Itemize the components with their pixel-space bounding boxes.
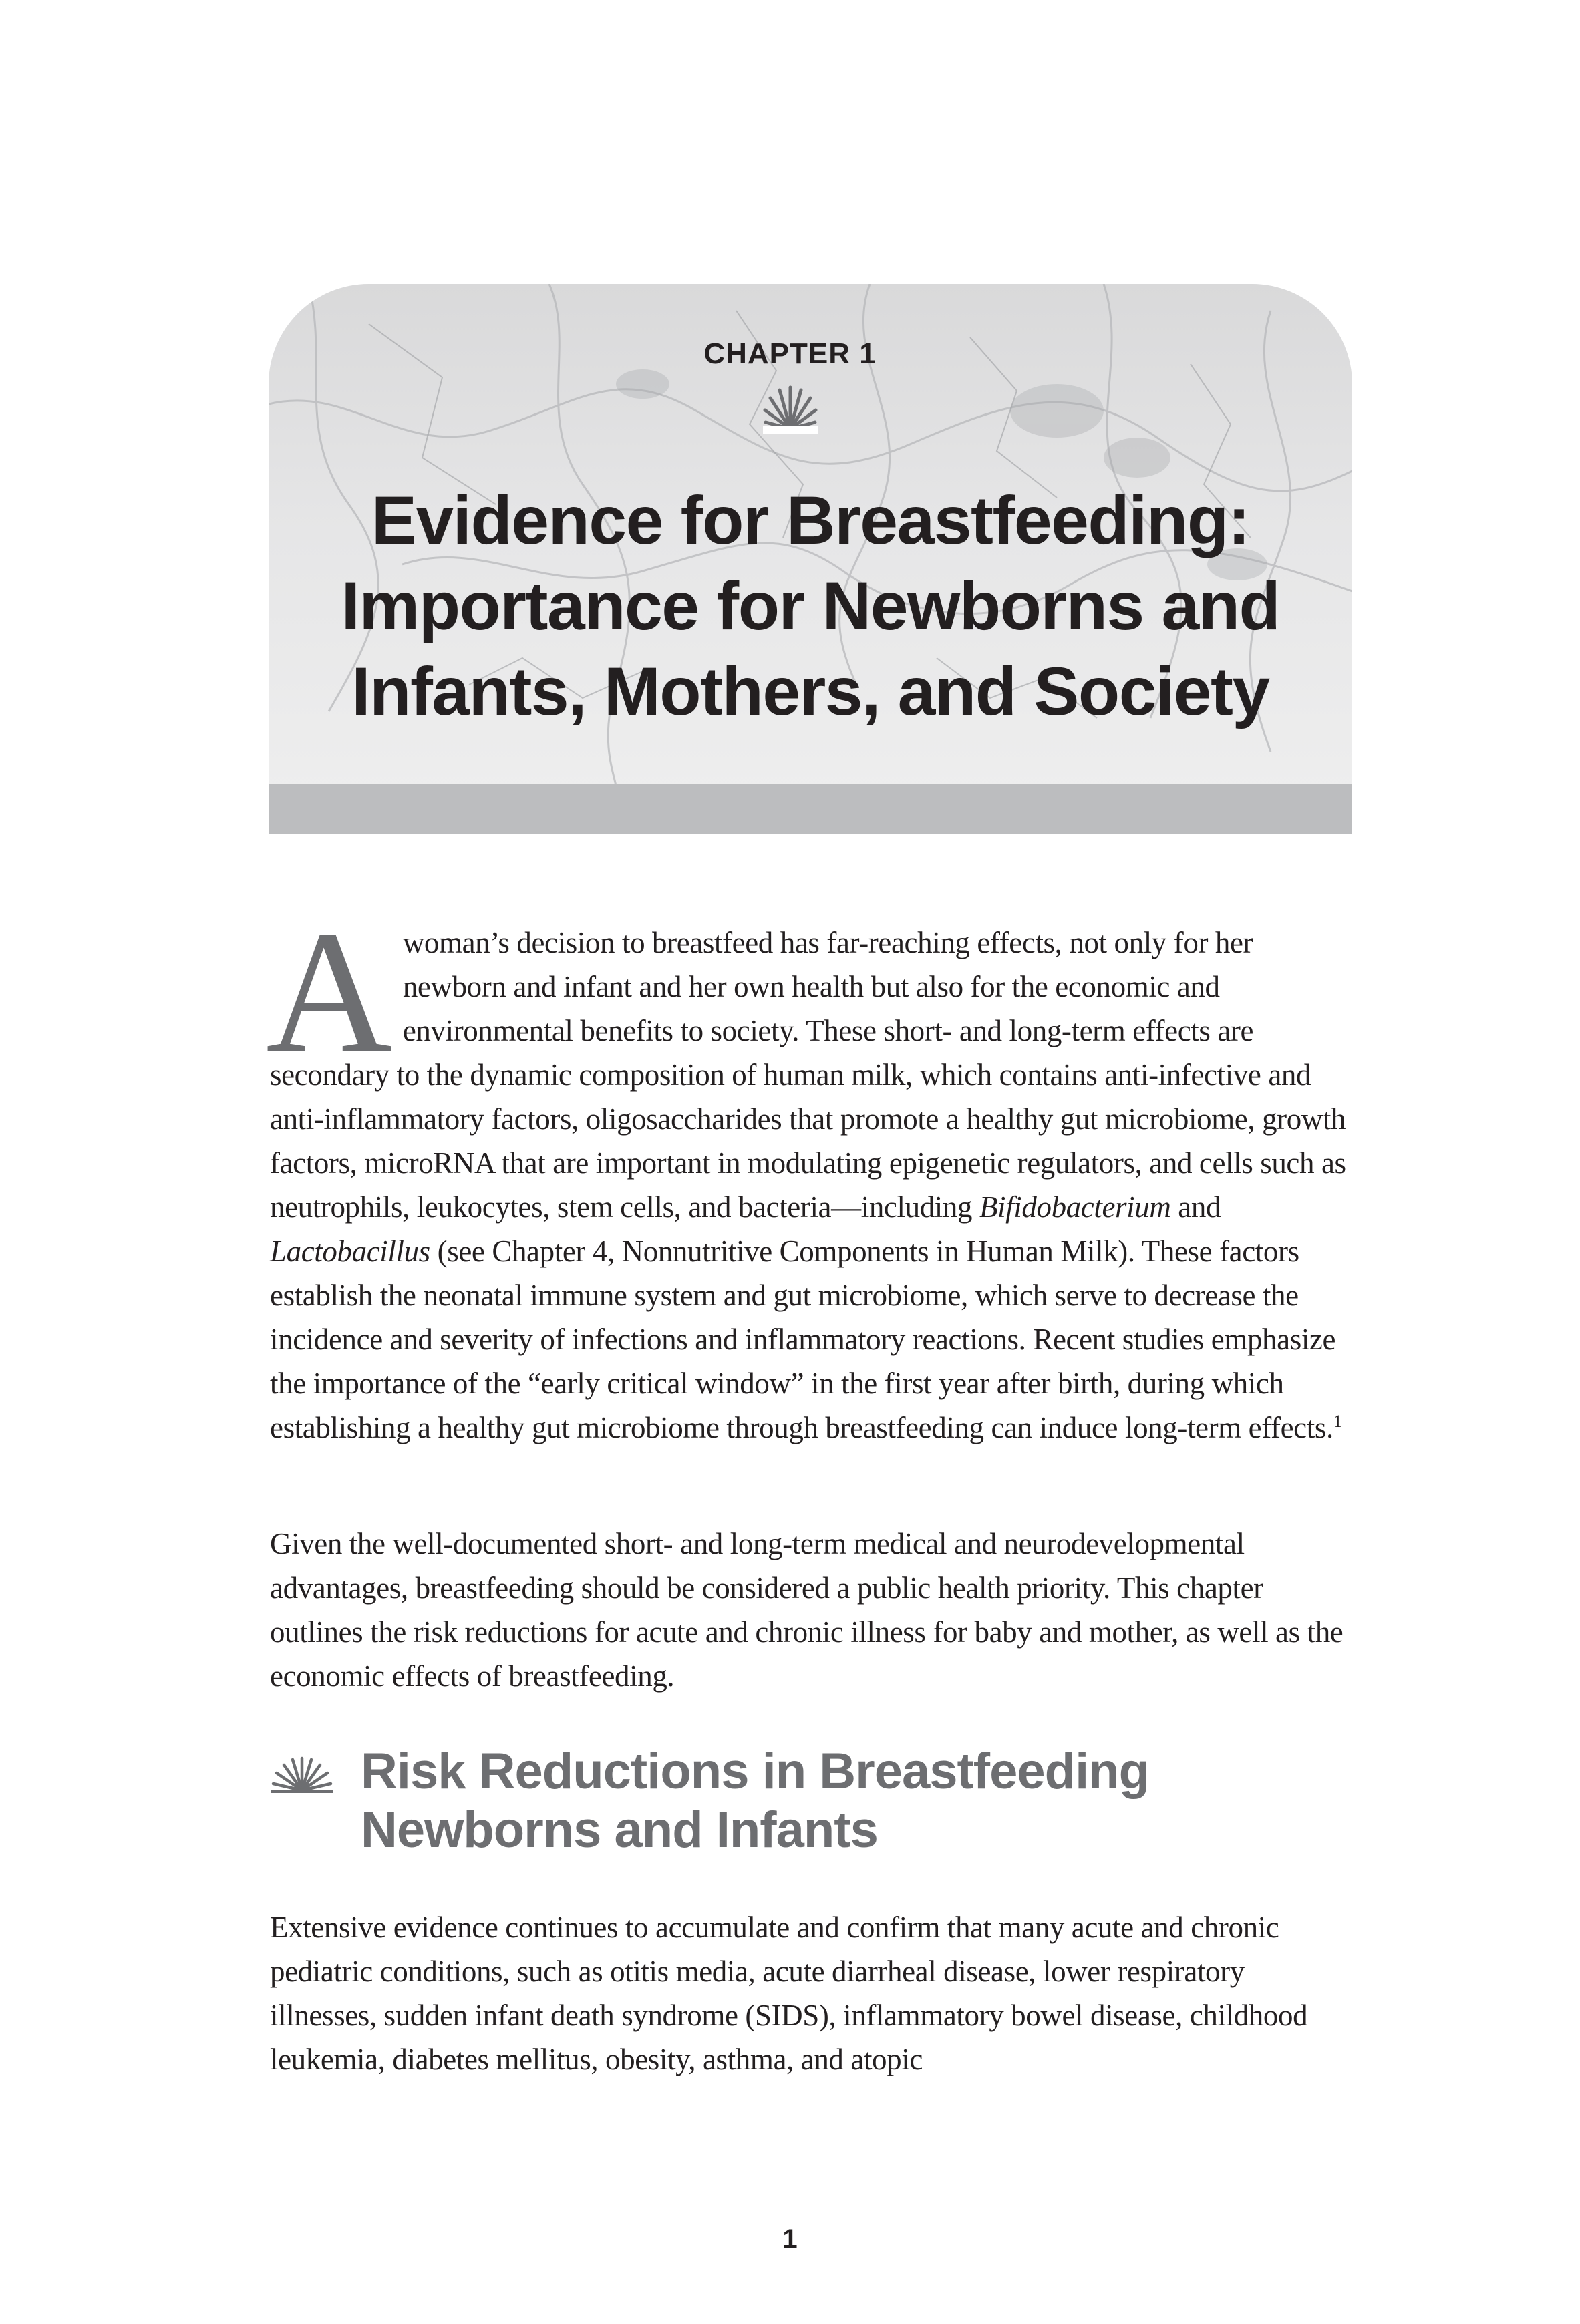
section-heading-line: Risk Reductions in Breastfeeding <box>361 1743 1150 1800</box>
banner-bottom-bar <box>269 784 1352 834</box>
section-sunburst-icon <box>271 1754 333 1793</box>
chapter-title-line: Importance for Newborns and <box>341 568 1280 644</box>
intro-text-1: woman’s decision to breastfeed has far-reaching effects, not only for her newborn and infant and her own health but also for the economic and environmental benefits to society. These short- and long-term effects are secondary to the dynamic composition of human milk, which contains anti-infective and anti-inflammatory factors, oligosaccharides that promote a healthy gut microbiome, growth factors, microRNA that are important in modulating epigenetic regulators, and cells such as neutrophils, leukocytes, stem cells, and bacteria—including <box>270 926 1346 1224</box>
drop-cap: A <box>266 895 392 1089</box>
intro-text-3: (see Chapter 4, Nonnutritive Components in Human Milk). These factors establish the neonatal immune system and gut microbiome, which serve to decrease the incidence and severity of infections and inflammatory reactions. Recent studies emphasize the importance of the “early critical window” in the first year after birth, during which establishing a healthy gut microbiome through breastfeeding can induce long-term effects. <box>270 1234 1336 1444</box>
section-heading-line: Newborns and Infants <box>361 1802 878 1858</box>
intro-paragraph <box>266 895 1352 1450</box>
section-heading <box>361 1742 1350 1860</box>
intro-italic-1: Bifidobacterium <box>979 1190 1171 1224</box>
body-paragraph-text: Given the well-documented short- and long-term medical and neurodevelopmental advantages, breastfeeding should be considered a public health priority. This chapter outlines the risk reductions for acute and chronic illness for baby and mother, as well as the economic effects of breastfeeding. <box>270 1527 1344 1693</box>
chapter-title-line: Infants, Mothers, and Society <box>351 653 1269 729</box>
intro-text-2: and <box>1170 1190 1221 1224</box>
chapter-label: CHAPTER 1 <box>703 337 877 370</box>
page-number: 1 <box>782 2224 798 2254</box>
chapter-title <box>269 478 1352 734</box>
body-paragraph <box>270 1522 1352 1698</box>
chapter-title-line: Evidence for Breastfeeding: <box>371 482 1250 558</box>
sunburst-ornament-icon <box>763 382 818 434</box>
body-paragraph <box>270 1905 1352 2082</box>
footnote-reference: 1 <box>1333 1412 1342 1431</box>
intro-italic-2: Lactobacillus <box>270 1234 430 1268</box>
body-paragraph-text: Extensive evidence continues to accumulate and confirm that many acute and chronic pediatric conditions, such as otitis media, acute diarrheal disease, lower respiratory illnesses, sudden infant death syndrome (SIDS), inflammatory bowel disease, childhood leukemia, diabetes mellitus, obesity, asthma, and atopic <box>270 1911 1308 2076</box>
